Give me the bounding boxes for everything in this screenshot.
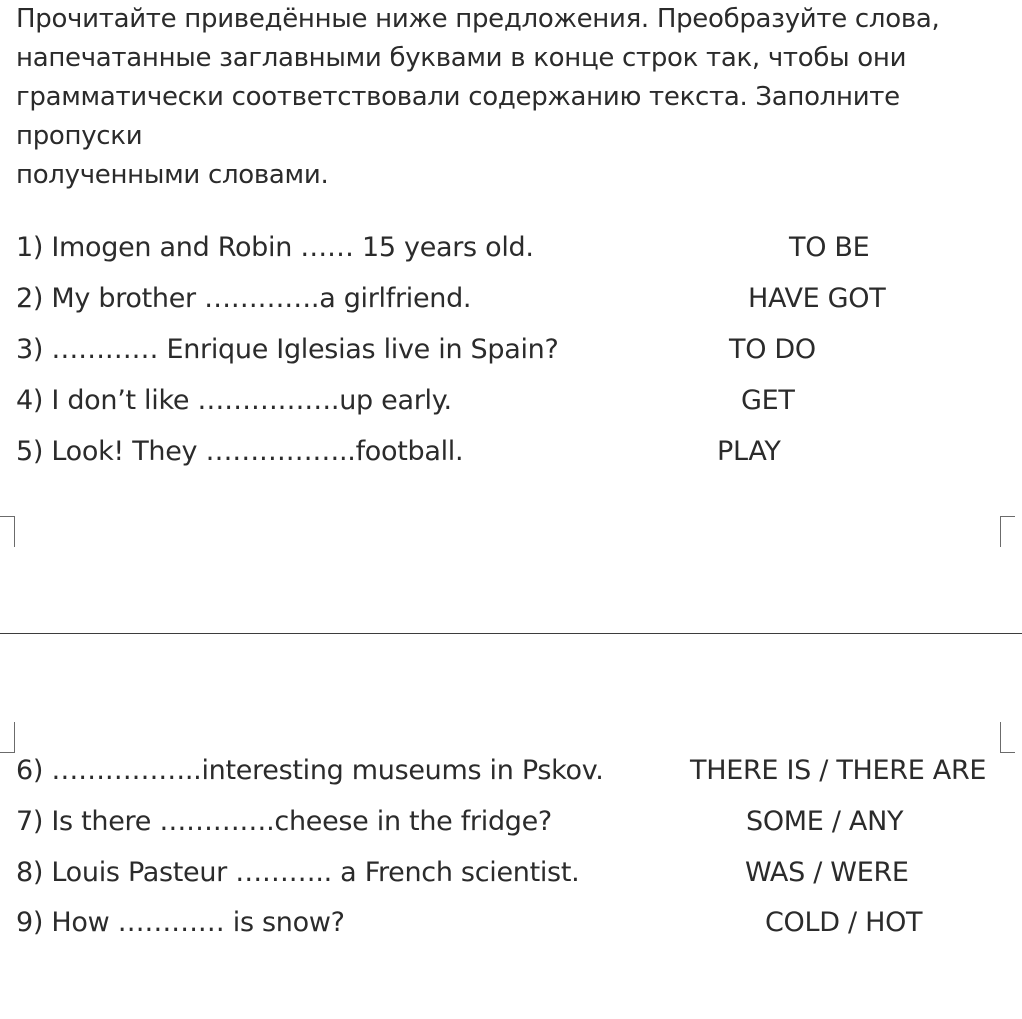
instructions-line: грамматически соответствовали содержанию текста. Заполните [16,82,900,112]
exercise-word-9: COLD / HOT [765,907,923,938]
exercise-sentence-3: 3) ………… Enrique Iglesias live in Spain? [16,334,559,365]
exercise-word-3: TO DO [729,334,816,365]
exercise-sentence-1: 1) Imogen and Robin …… 15 years old. [16,232,534,263]
instructions-line: напечатанные заглавными буквами в конце строк так, чтобы они [16,43,907,73]
exercise-sentence-4: 4) I don’t like …………….up early. [16,385,452,416]
exercise-word-6: THERE IS / THERE ARE [690,755,987,786]
instructions-line: полученными словами. [16,160,329,190]
exercise-sentence-8: 8) Louis Pasteur ……….. a French scientist. [16,857,580,888]
exercise-word-4: GET [741,385,795,416]
exercise-word-7: SOME / ANY [746,806,904,837]
exercise-word-8: WAS / WERE [745,857,909,888]
instructions-paragraph [16,0,1006,195]
exercise-sentence-9: 9) How ………… is snow? [16,907,345,938]
page-break-divider [0,633,1022,634]
exercise-word-2: HAVE GOT [748,283,886,314]
instructions-line: Прочитайте приведённые ниже предложения. Преобразуйте слова, [16,4,940,34]
page-corner-mark [1000,722,1015,753]
page-corner-mark [0,516,15,547]
exercise-word-5: PLAY [717,436,781,467]
page-corner-mark [1000,516,1015,547]
exercise-sentence-7: 7) Is there ………….cheese in the fridge? [16,806,552,837]
exercise-sentence-6: 6) ……………..interesting museums in Pskov. [16,755,604,786]
exercise-sentence-5: 5) Look! They ……………..football. [16,436,464,467]
page-corner-mark [0,722,15,753]
exercise-sentence-2: 2) My brother ………….a girlfriend. [16,283,472,314]
exercise-word-1: TO BE [789,232,870,263]
instructions-line: пропуски [16,121,143,151]
